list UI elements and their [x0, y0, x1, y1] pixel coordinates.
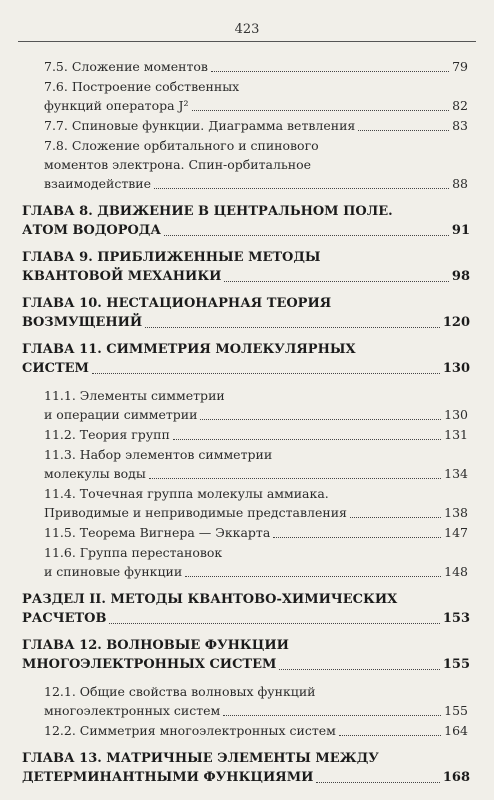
toc-page-number: 147 — [444, 525, 468, 540]
dot-leader — [92, 373, 440, 374]
dot-leader — [145, 327, 440, 328]
toc-entry-title: ГЛАВА 8. ДВИЖЕНИЕ В ЦЕНТРАЛЬНОМ ПОЛЕ. — [22, 204, 393, 219]
toc-entry-title: 11.5. Теорема Вигнера — Эккарта — [44, 525, 271, 540]
toc-page-number: 164 — [444, 723, 468, 738]
dot-leader — [350, 517, 441, 518]
toc-page-number: 88 — [452, 176, 468, 191]
dot-leader — [224, 281, 448, 282]
toc-entry-title: и операции симметрии — [44, 407, 198, 422]
toc-section-entry — [44, 117, 468, 135]
toc-entry-title: 12.2. Симметрия многоэлектронных систем — [44, 723, 336, 738]
dot-leader — [223, 715, 441, 716]
toc-page-number: 79 — [452, 59, 468, 74]
toc-section-entry — [44, 504, 468, 522]
toc-section-entry — [44, 563, 468, 581]
toc-section-entry — [44, 702, 468, 720]
toc-page-number: 130 — [444, 407, 468, 422]
toc-section-entry — [44, 406, 468, 424]
toc-section-entry — [44, 97, 468, 115]
toc-section-entry — [44, 524, 468, 542]
toc-entry-title: 11.3. Набор элементов симметрии — [44, 447, 273, 462]
dot-leader — [154, 188, 449, 189]
toc-entry-title: 12.1. Общие свойства волновых функций — [44, 684, 316, 699]
dot-leader — [164, 235, 449, 236]
dot-leader — [109, 623, 439, 624]
toc-page-number: 134 — [444, 466, 468, 481]
toc-entry-title: 7.7. Спиновые функции. Диаграмма ветвления — [44, 118, 356, 133]
toc-page-number: 83 — [452, 118, 468, 133]
toc-page-number: 120 — [442, 315, 470, 330]
dot-leader — [173, 439, 441, 440]
toc-chapter-entry — [22, 656, 470, 674]
header-rule — [18, 41, 476, 42]
toc-entry-title: моментов электрона. Спин-орбитальное — [44, 157, 312, 172]
toc-entry-title: ДЕТЕРМИНАНТНЫМИ ФУНКЦИЯМИ — [22, 770, 314, 785]
toc-entry-title: 11.2. Теория групп — [44, 427, 170, 442]
toc-section-entry — [44, 175, 468, 193]
dot-leader — [279, 669, 439, 670]
toc-entry-title: взаимодействие — [44, 176, 151, 191]
toc-page-number: 82 — [452, 98, 468, 113]
dot-leader — [149, 478, 441, 479]
toc-page-number: 155 — [444, 703, 468, 718]
toc-page-number: 138 — [444, 505, 468, 520]
toc-entry-title: ВОЗМУЩЕНИЙ — [22, 315, 143, 330]
toc-page-number: 168 — [442, 770, 470, 785]
toc-entry-title: функций оператора J² — [44, 98, 189, 113]
toc-chapter-entry — [22, 360, 470, 378]
toc-entry-title: молекулы воды — [44, 466, 146, 481]
toc-entry-title: ГЛАВА 10. НЕСТАЦИОНАРНАЯ ТЕОРИЯ — [22, 296, 332, 311]
toc-chapter-entry — [22, 268, 470, 286]
toc-chapter-entry — [22, 314, 470, 332]
dot-leader — [211, 71, 449, 72]
dot-leader — [358, 130, 449, 131]
toc-entry-title: ГЛАВА 12. ВОЛНОВЫЕ ФУНКЦИИ — [22, 638, 289, 653]
toc-entry-title: ГЛАВА 11. СИММЕТРИЯ МОЛЕКУЛЯРНЫХ — [22, 342, 356, 357]
toc-entry-title: и спиновые функции — [44, 564, 183, 579]
toc-page-number: 153 — [442, 611, 470, 626]
toc-entry-title: ГЛАВА 13. МАТРИЧНЫЕ ЭЛЕМЕНТЫ МЕЖДУ — [22, 751, 379, 766]
toc-section-entry — [44, 426, 468, 444]
dot-leader — [192, 110, 450, 111]
dot-leader — [200, 419, 441, 420]
toc-entry-title: СИСТЕМ — [22, 361, 89, 376]
toc-entry-title: 7.5. Сложение моментов — [44, 59, 208, 74]
dot-leader — [316, 782, 439, 783]
toc-entry-title: 11.4. Точечная группа молекулы аммиака. — [44, 486, 329, 501]
toc-page-number: 130 — [442, 361, 470, 376]
toc-entry-title: многоэлектронных систем — [44, 703, 221, 718]
toc-page-number: 148 — [444, 564, 468, 579]
page-number: 423 — [234, 22, 260, 37]
toc-page-number: 131 — [444, 427, 468, 442]
toc-entry-title: РАЗДЕЛ II. МЕТОДЫ КВАНТОВО-ХИМИЧЕСКИХ — [22, 592, 398, 607]
toc-entry-title: 7.6. Построение собственных — [44, 79, 240, 94]
toc-entry-title: ГЛАВА 9. ПРИБЛИЖЕННЫЕ МЕТОДЫ — [22, 250, 321, 265]
toc-section-entry — [44, 722, 468, 740]
toc-entry-title: 7.8. Сложение орбитального и спинового — [44, 138, 319, 153]
toc-page-number: 98 — [451, 269, 470, 284]
toc-entry-title: КВАНТОВОЙ МЕХАНИКИ — [22, 269, 222, 284]
dot-leader — [339, 735, 441, 736]
dot-leader — [273, 537, 441, 538]
toc-entry-title: Приводимые и неприводимые представления — [44, 505, 347, 520]
toc-chapter-entry — [22, 222, 470, 240]
toc-section-entry — [44, 58, 468, 76]
toc-chapter-entry — [22, 610, 470, 628]
toc-entry-title: 11.1. Элементы симметрии — [44, 388, 225, 403]
toc-page-number: 155 — [442, 657, 470, 672]
dot-leader — [185, 576, 441, 577]
toc-entry-title: АТОМ ВОДОРОДА — [22, 223, 161, 238]
toc-entry-title: РАСЧЕТОВ — [22, 611, 107, 626]
toc-section-entry — [44, 465, 468, 483]
toc-entry-title: 11.6. Группа перестановок — [44, 545, 223, 560]
toc-page-number: 91 — [451, 223, 470, 238]
toc-entry-title: МНОГОЭЛЕКТРОННЫХ СИСТЕМ — [22, 657, 277, 672]
toc-chapter-entry — [22, 769, 470, 787]
